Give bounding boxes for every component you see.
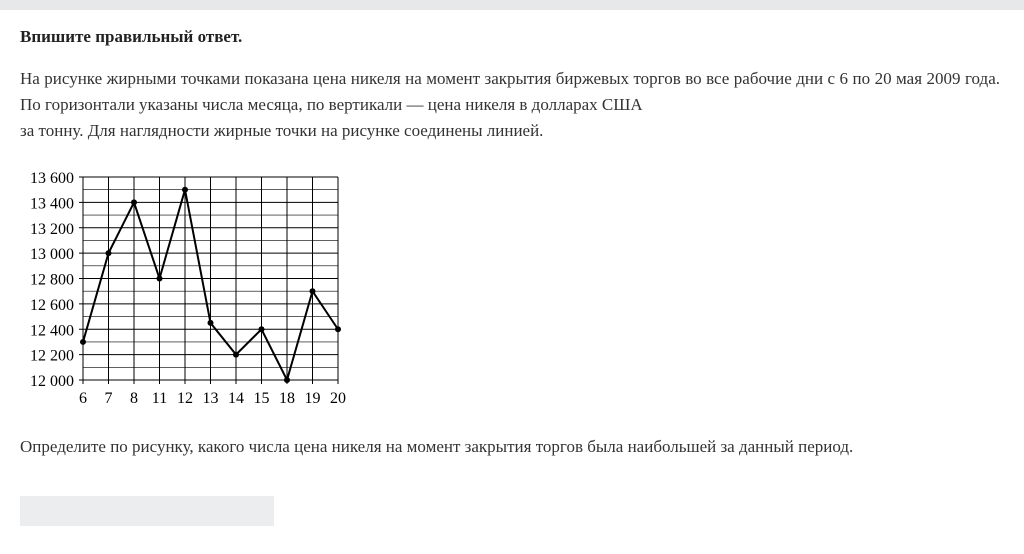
problem-text [20,66,1000,144]
x-tick-label: 7 [104,390,113,407]
data-point [131,199,137,205]
problem-line-2: за тонну. Для наглядности жирные точки на рисунке соединены линией. [20,121,544,140]
y-tick-label: 13 400 [30,195,74,213]
data-point [208,320,214,326]
x-tick-label: 6 [79,390,87,407]
data-point [106,250,112,256]
nickel-price-chart [0,160,360,410]
x-tick-label: 14 [228,390,244,407]
data-point [335,326,341,332]
y-tick-labels [30,170,74,390]
y-tick-label: 12 800 [30,271,74,289]
y-tick-label: 12 400 [30,322,74,340]
x-tick-label: 13 [202,390,219,407]
data-point [157,276,163,282]
y-tick-label: 13 000 [30,246,74,264]
data-point [259,326,265,332]
y-tick-label: 12 000 [30,373,74,390]
data-point [310,288,316,294]
data-point [233,352,239,358]
answer-input[interactable] [20,496,274,526]
question-text: Определите по рисунку, какого числа цена никеля на момент закрытия торгов была наибольшей за данный период. [20,437,854,456]
x-tick-labels [79,390,346,407]
x-tick-label: 15 [253,390,270,407]
y-tick-label: 12 200 [30,347,74,365]
x-tick-label: 12 [177,390,193,407]
major-grid [79,177,338,384]
top-bar [0,0,1024,10]
data-point [284,377,290,383]
x-tick-label: 20 [330,390,346,407]
data-point [182,187,188,193]
y-tick-label: 13 600 [30,170,74,187]
y-tick-label: 12 600 [30,296,74,314]
x-tick-label: 11 [151,390,168,407]
x-tick-label: 18 [279,390,295,407]
y-tick-label: 13 200 [30,220,74,238]
data-point [80,339,86,345]
x-tick-label: 8 [130,390,138,407]
x-tick-label: 19 [304,390,321,407]
problem-line-1: На рисунке жирными точками показана цена никеля на момент закрытия биржевых торгов во все рабочие дни с 6 по 20 мая 2009 года. По горизонтали указаны числа месяца, по вертикали — цена никеля в долларах США [20,69,1000,114]
instruction-heading: Впишите правильный ответ. [20,27,243,46]
